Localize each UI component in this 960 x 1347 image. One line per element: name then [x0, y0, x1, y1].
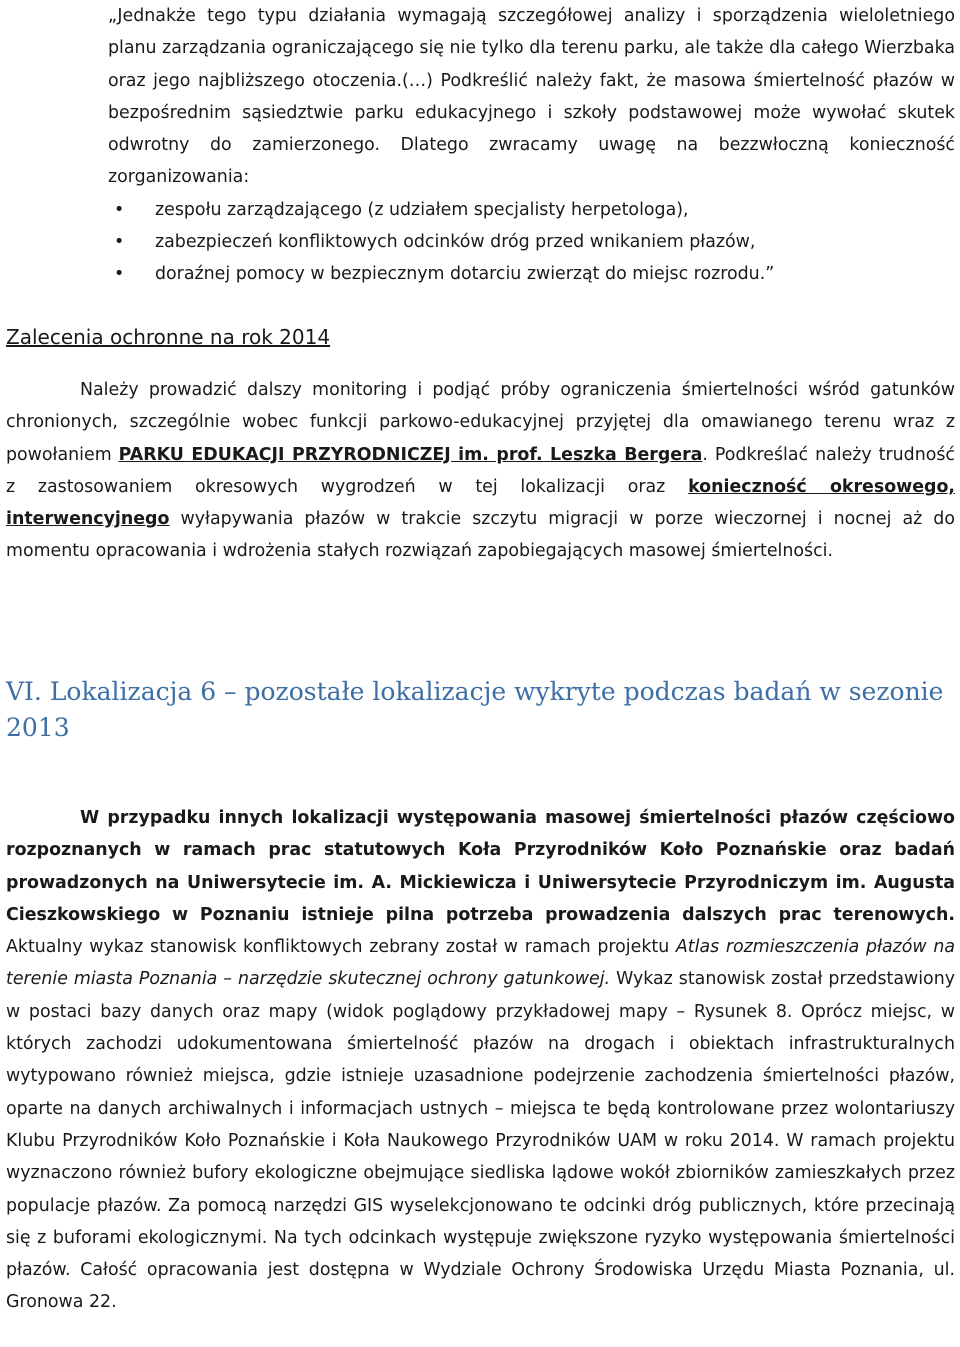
quoted-passage: [108, 0, 955, 291]
recommendations-text-2: . Podkreślać należy trudność z zastosowaniem okresowych wygrodzeń w tej lokalizacji oraz: [6, 444, 955, 497]
quote-list: [108, 194, 955, 291]
final-bold-text: W przypadku innych lokalizacji występowania masowej śmiertelności płazów częściowo rozpoznanych w ramach prac statutowych Koła Przyrodników Koło Poznańskie oraz badań prowadzonych na Uniwersytecie im. A. Mickiewicza i Uniwersytecie Przyrodniczym im. Augusta Cieszkowskiego w Poznaniu istnieje pilna potrzeba prowadzenia dalszych prac terenowych.: [6, 808, 955, 925]
recommendations-paragraph: [6, 374, 955, 568]
document-page: [6, 0, 956, 1313]
list-item: • zabezpieczeń konfliktowych odcinków dróg przed wnikaniem płazów,: [108, 226, 955, 258]
park-name: PARKU EDUKACJI PRZYRODNICZEJ im. prof. Leszka Bergera: [118, 444, 703, 465]
final-text-2: Wykaz stanowisk został przedstawiony w postaci bazy danych oraz mapy (widok poglądowy przykładowej mapy – Rysunek 8. Oprócz miejsc, w których zachodzi udokumentowana śmiertelność płazów na drogach i obiektach infrastrukturalnych wytypowano również miejsca, gdzie istnieje uzasadnione podejrzenie zachodzenia śmiertelności płazów, oparte na danych archiwalnych i informacjach ustnych – miejsca te będą kontrolowane przez wolontariuszy Klubu Przyrodników Koło Poznańskie i Koła Naukowego Przyrodników UAM w roku 2014. W ramach projektu wyznaczono również bufory ekologiczne obejmujące siedliska lądowe wokół zbiorników zamieszkałych przez populacje płazów. Za pomocą narzędzi GIS wyselekcjonowano te odcinki dróg publicznych, które przecinają się z buforami ekologicznymi. Na tych odcinkach występuje zwiększone ryzyko występowania śmiertelności płazów. Całość opracowania jest dostępna w Wydziale Ochrony Środowiska Urzędu Miasta Poznania, ul. Gronowa 22.: [6, 969, 956, 1313]
list-item: • doraźnej pomocy w bezpiecznym dotarciu zwierząt do miejsc rozrodu.”: [108, 258, 955, 290]
quote-intro: „Jednakże tego typu działania wymagają szczegółowej analizy i sporządzenia wieloletniego planu zarządzania ograniczającego się nie tylko dla terenu parku, ale także dla całego Wierzbaka oraz jego najbliższego otoczenia.(…) Podkreślić należy fakt, że masowa śmiertelność płazów w bezpośrednim sąsiedztwie parku edukacyjnego i szkoły podstawowej może wywołać skutek odwrotny do zamierzonego. Dlatego zwracamy uwagę na bezzwłoczną konieczność zorganizowania:: [108, 6, 955, 188]
recommendations-heading: Zalecenia ochronne na rok 2014: [6, 325, 331, 349]
project-title: Atlas rozmieszczenia płazów na terenie miasta Poznania – narzędzie skutecznej ochrony gatunkowej.: [6, 937, 956, 990]
section-title: [6, 674, 955, 746]
final-paragraph: [6, 802, 955, 1319]
recommendations-text-1: Należy prowadzić dalszy monitoring i podjąć próby ograniczenia śmiertelności wśród gatunków chronionych, szczególnie wobec funkcji parkowo-edukacyjnej przyjętej dla omawianego terenu wraz z powołaniem: [6, 380, 955, 465]
list-item: • zespołu zarządzającego (z udziałem specjalisty herpetologa),: [108, 194, 955, 226]
recommendations-text-3: wyłapywania płazów w trakcie szczytu migracji w porze wieczornej i nocnej aż do momentu opracowania i wdrożenia stałych rozwiązań zapobiegających masowej śmiertelności.: [6, 509, 955, 562]
section-number: VI.: [6, 677, 50, 706]
final-text-1: Aktualny wykaz stanowisk konfliktowych zebrany został w ramach projektu: [6, 937, 676, 958]
section-title-text: Lokalizacja 6 – pozostałe lokalizacje wykryte podczas badań w sezonie 2013: [6, 677, 944, 742]
emphasis-text: konieczność okresowego, interwencyjnego: [6, 476, 956, 530]
